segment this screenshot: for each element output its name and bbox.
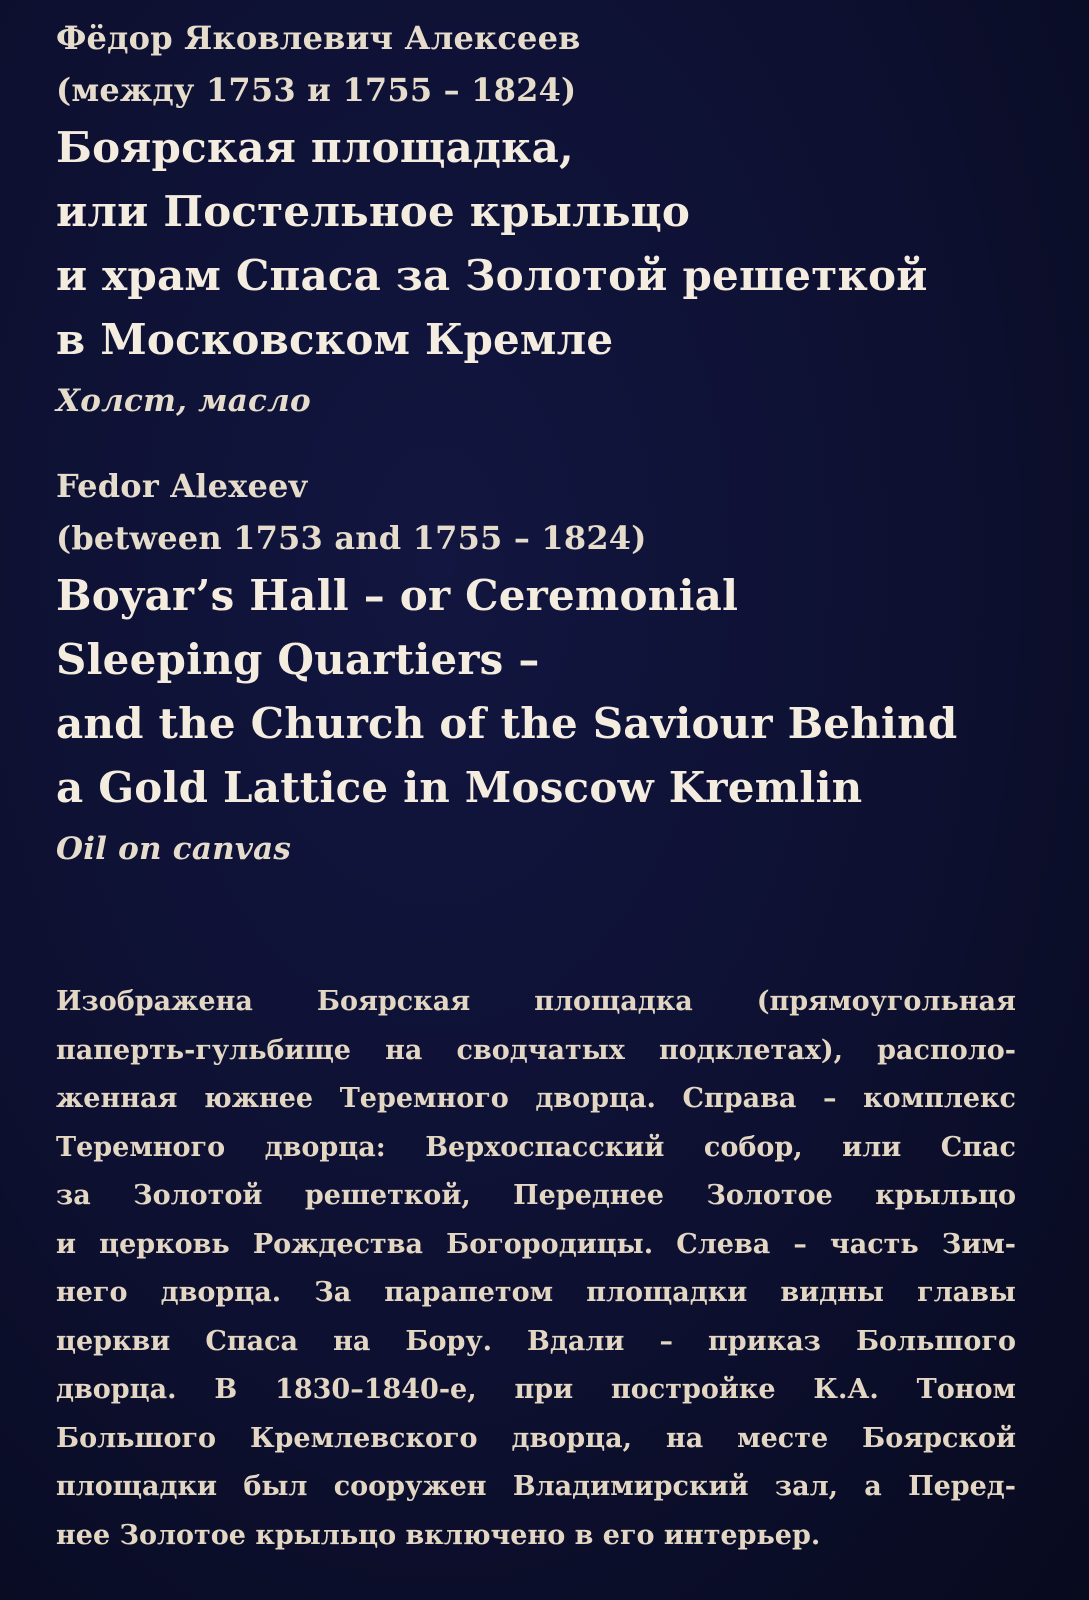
artwork-title-ru-line: и храм Спаса за Золотой решеткой [56, 251, 928, 300]
russian-caption [56, 12, 1036, 430]
description-line: нее Золотое крыльцо включено в его интерьер. [56, 1519, 821, 1551]
description-line: за Золотой решеткой, Переднее Золотое крыльцо [56, 1180, 1016, 1211]
description-line: Изображена Боярская площадка (прямоугольная [56, 986, 1016, 1017]
artwork-title-en-line: Boyar’s Hall – or Ceremonial [56, 571, 739, 620]
artist-dates-en: (between 1753 and 1755 – 1824) [56, 519, 647, 557]
medium-ru: Холст, масло [56, 383, 311, 419]
description-line: площадки был сооружен Владимирский зал, а Перед- [56, 1471, 1016, 1502]
artwork-description [56, 978, 1016, 1560]
artwork-title-en-line: Sleeping Quartiers – [56, 635, 540, 684]
artist-name-ru: Фёдор Яковлевич Алексеев [56, 19, 581, 57]
english-caption [56, 460, 1036, 878]
artwork-title-ru-line: в Московском Кремле [56, 315, 614, 364]
description-line: него дворца. За парапетом площадки видны главы [56, 1277, 1016, 1308]
description-line: дворца. В 1830–1840-е, при постройке К.А. Тоном [56, 1374, 1016, 1405]
description-line: и церковь Рождества Богородицы. Слева – часть Зим- [56, 1228, 1016, 1260]
description-line: паперть-гульбище на сводчатых подклетах), располо- [56, 1034, 1016, 1066]
artwork-title-en-line: a Gold Lattice in Moscow Kremlin [56, 763, 863, 812]
artwork-title-ru-line: или Постельное крыльцо [56, 187, 691, 236]
description-line: Теремного дворца: Верхоспасский собор, или Спас [56, 1131, 1016, 1163]
artwork-title-ru-line: Боярская площадка, [56, 123, 574, 172]
artist-name-en: Fedor Alexeev [56, 467, 308, 505]
museum-label [56, 12, 1036, 936]
description-line: Большого Кремлевского дворца, на месте Боярской [56, 1422, 1016, 1454]
description-line: женная южнее Теремного дворца. Справа – комплекс [56, 1083, 1016, 1114]
artwork-title-en-line: and the Church of the Saviour Behind [56, 699, 958, 748]
medium-en: Oil on canvas [56, 831, 292, 867]
artist-dates-ru: (между 1753 и 1755 – 1824) [56, 71, 577, 109]
description-line: церкви Спаса на Бору. Вдали – приказ Большого [56, 1325, 1016, 1357]
